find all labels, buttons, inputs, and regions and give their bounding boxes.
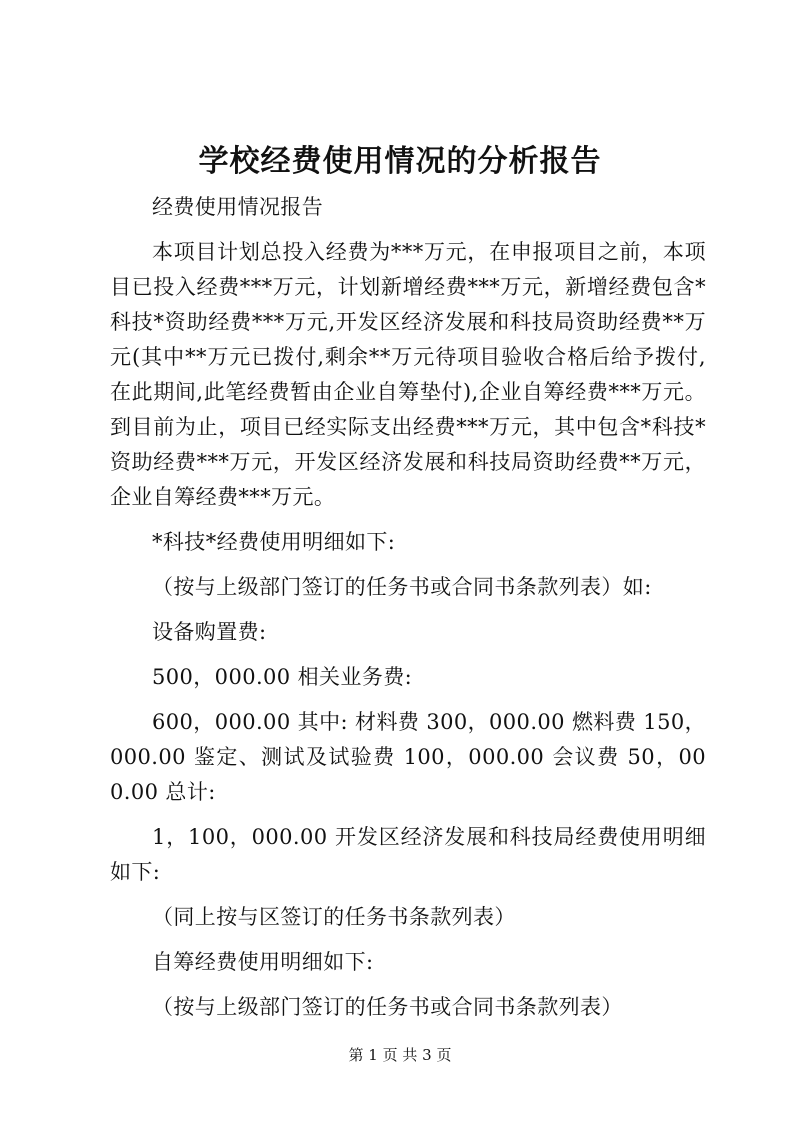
paragraph-related-business-cost: 500，000.00 相关业务费: [152, 665, 413, 689]
paragraph-subtitle: 经费使用情况报告 [152, 195, 324, 219]
paragraph-cost-breakdown: 600，000.00 其中: 材料费 300，000.00 燃料费 150，000.00 鉴定、测试及试验费 100，000.00 会议费 50，000.00 总计: [110, 710, 706, 804]
paragraph-total-and-district: 1，100，000.00 开发区经济发展和科技局经费使用明细如下: [110, 825, 706, 884]
paragraph-tech-detail-heading: *科技*经费使用明细如下: [152, 530, 396, 554]
paragraph-self-funded-heading: 自筹经费使用明细如下: [152, 950, 374, 974]
paragraph-tech-detail-note: （按与上级部门签订的任务书或合同书条款列表）如: [152, 575, 652, 599]
paragraph-funding-summary: 本项目计划总投入经费为***万元，在申报项目之前，本项目已投入经费***万元，计划新增经费***万元，新增经费包含*科技*资助经费***万元,开发区经济发展和科技局资助经费**万元(其中**万元已拨付,剩余**万元待项目验收合格后给予拨付,在此期间,此笔经费暂由企业自筹垫付),企业自筹经费***万元。到目前为止，项目已经实际支出经费***万元，其中包含*科技*资助经费***万元，开发区经济发展和科技局资助经费**万元，企业自筹经费***万元。 [110, 240, 706, 509]
page-footer: 第 1 页 共 3 页 [348, 1046, 452, 1064]
document-body [110, 190, 706, 1035]
paragraph-district-note: （同上按与区签订的任务书条款列表） [152, 905, 516, 929]
document-title: 学校经费使用情况的分析报告 [198, 144, 602, 179]
paragraph-self-funded-note: （按与上级部门签订的任务书或合同书条款列表） [152, 995, 623, 1019]
paragraph-equipment-cost: 设备购置费: [152, 620, 267, 644]
